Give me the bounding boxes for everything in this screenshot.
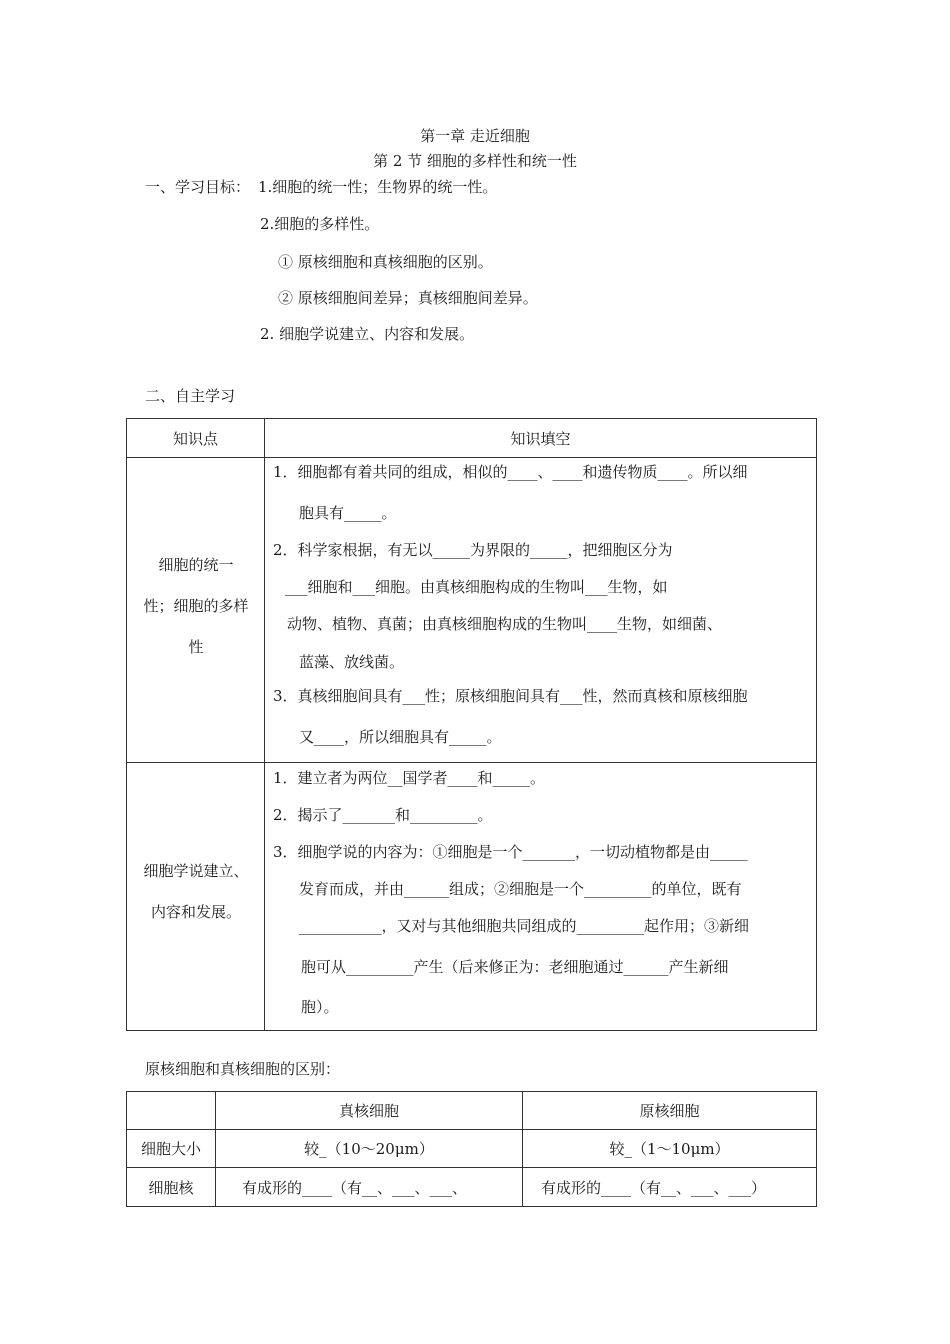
cell-eukaryote-nucleus: 有成形的____（有__、___、___、 xyxy=(216,1168,523,1207)
goal-item: ② 原核细胞间差异；真核细胞间差异。 xyxy=(278,289,538,307)
fill-line: ___细胞和___细胞。由真核细胞构成的生物叫___生物，如 xyxy=(285,578,668,596)
fill-line: 动物、植物、真菌；由真核细胞构成的生物叫____生物，如细菌、 xyxy=(287,615,723,633)
cell-prokaryote-nucleus: 有成形的____（有__、___、___） xyxy=(523,1168,817,1207)
comparison-header-prokaryote: 原核细胞 xyxy=(523,1092,817,1130)
cell-prokaryote-size: 较_（1～10μm） xyxy=(523,1130,817,1168)
column-header-topic: 知识点 xyxy=(127,419,265,458)
goal-item: ① 原核细胞和真核细胞的区别。 xyxy=(278,253,493,271)
goal-item: 2.细胞的多样性。 xyxy=(260,215,380,233)
fill-cell xyxy=(265,763,817,1031)
topic-line: 性；细胞的多样 xyxy=(143,597,249,615)
fill-line: 3．真核细胞间具有___性；原核细胞间具有___性，然而真核和原核细胞 xyxy=(273,687,748,705)
chapter-title: 第一章 走近细胞 xyxy=(420,127,530,145)
column-header-fill: 知识填空 xyxy=(265,419,817,458)
self-study-table xyxy=(126,418,817,1031)
fill-cell xyxy=(265,458,817,763)
topic-cell xyxy=(127,458,265,763)
goal-item: 1.细胞的统一性；生物界的统一性。 xyxy=(258,178,498,196)
topic-line: 细胞的统一 xyxy=(158,556,234,574)
fill-line: ___________，又对与其他细胞共同组成的_________起作用；③新细 xyxy=(299,917,750,935)
cell-eukaryote-size: 较_（10～20μm） xyxy=(216,1130,523,1168)
fill-line: 胞具有_____。 xyxy=(299,504,397,522)
fill-line: 又____，所以细胞具有_____。 xyxy=(299,728,502,746)
fill-line: 2．科学家根据，有无以_____为界限的_____，把细胞区分为 xyxy=(273,541,673,559)
fill-line: 胞可从_________产生（后来修正为：老细胞通过______产生新细 xyxy=(301,958,729,976)
fill-line: 1．细胞都有着共同的组成，相似的____、____和遗传物质____。所以细 xyxy=(273,463,748,481)
topic-cell xyxy=(127,763,265,1031)
fill-line: 蓝藻、放线菌。 xyxy=(299,653,405,671)
section-title: 第 2 节 细胞的多样性和统一性 xyxy=(373,152,577,170)
fill-line: 1．建立者为两位__国学者____和_____。 xyxy=(273,769,546,787)
topic-line: 性 xyxy=(188,638,204,656)
fill-line: 发育而成，并由______组成；②细胞是一个_________的单位，既有 xyxy=(299,880,742,898)
goal-item: 2. 细胞学说建立、内容和发展。 xyxy=(260,325,475,343)
comparison-title: 原核细胞和真核细胞的区别： xyxy=(145,1060,341,1078)
self-study-title: 二、自主学习 xyxy=(145,387,236,405)
goals-label: 一、学习目标： xyxy=(145,178,251,196)
row-label-size: 细胞大小 xyxy=(127,1130,216,1168)
fill-line: 2．揭示了_______和_________。 xyxy=(273,806,493,824)
comparison-table xyxy=(126,1091,817,1207)
fill-line: 胞）。 xyxy=(301,998,339,1016)
topic-line: 细胞学说建立、 xyxy=(143,862,249,880)
topic-line: 内容和发展。 xyxy=(150,903,241,921)
row-label-nucleus: 细胞核 xyxy=(127,1168,216,1207)
comparison-header-eukaryote: 真核细胞 xyxy=(216,1092,523,1130)
comparison-header-blank xyxy=(127,1092,216,1130)
fill-line: 3．细胞学说的内容为：①细胞是一个_______，一切动植物都是由_____ xyxy=(273,843,748,861)
